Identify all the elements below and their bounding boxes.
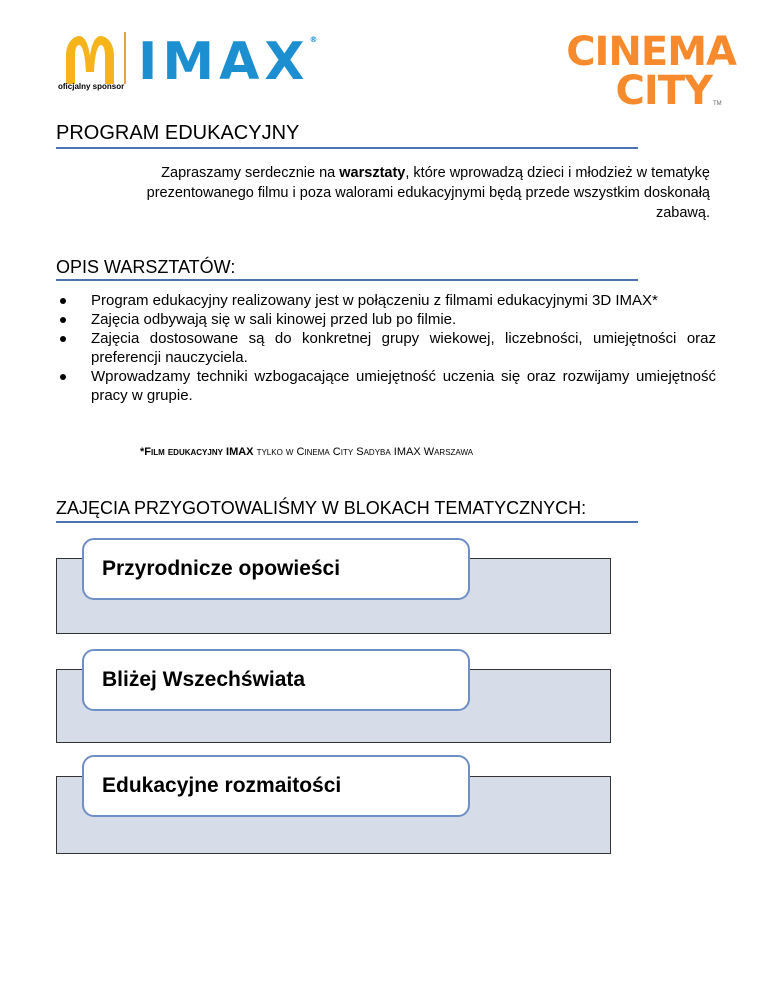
list-item	[60, 291, 716, 310]
list-item	[60, 329, 716, 367]
bullet-icon	[60, 298, 66, 304]
block-label-rozmaitosci: Edukacyjne rozmaitości	[82, 755, 470, 817]
logo-divider	[124, 32, 126, 84]
list-item-text: Zajęcia dostosowane są do konkretnej grupy wiekowej, liczebności, umiejętności oraz preferencji nauczyciela.	[91, 330, 716, 366]
imax-logo-text: IMAX	[138, 32, 310, 92]
intro-text-end: , które wprowadzą dzieci i młodzież w tematykę prezentowanego filmu i poza walorami edukacyjnymi będą przede wszystkim doskonałą zabawą.	[146, 165, 710, 221]
imax-logo	[138, 32, 318, 92]
program-title-rule	[56, 147, 638, 149]
workshops-list	[60, 291, 716, 405]
imax-registered-mark: ®	[309, 35, 318, 44]
cinema-city-logo-line2: CITY	[615, 68, 712, 115]
cinema-city-logo	[560, 29, 736, 115]
list-item-text: Zajęcia odbywają się w sali kinowej przed lub po filmie.	[91, 311, 457, 328]
list-item	[60, 367, 716, 405]
program-intro	[100, 163, 710, 223]
cinema-city-logo-line1: CINEMA	[566, 29, 736, 75]
sponsor-caption: oficjalny sponsor	[58, 82, 125, 91]
workshops-title-rule	[56, 279, 638, 281]
intro-text-start: Zapraszamy serdecznie na	[161, 165, 336, 181]
program-title: PROGRAM EDUKACYJNY	[56, 122, 300, 144]
bullet-icon	[60, 374, 66, 380]
workshops-footnote	[140, 446, 473, 458]
block-label-wszechswiat: Bliżej Wszechświata	[82, 649, 470, 711]
footnote-bold: *Film edukacyjny IMAX	[140, 446, 254, 458]
list-item-text: Wprowadzamy techniki wzbogacające umiejętność uczenia się oraz rozwijamy umiejętność pracy w grupie.	[91, 368, 716, 404]
blocks-title: ZAJĘCIA PRZYGOTOWALIŚMY W BLOKACH TEMATYCZNYCH:	[56, 498, 587, 518]
intro-bold-word: warsztaty	[339, 165, 406, 181]
bullet-icon	[60, 317, 66, 323]
blocks-title-rule	[56, 521, 638, 523]
cinema-city-trademark: TM	[713, 101, 722, 107]
block-label-przyrodnicze: Przyrodnicze opowieści	[82, 538, 470, 600]
bullet-icon	[60, 336, 66, 342]
list-item	[60, 310, 716, 329]
footnote-rest: tylko w Cinema City Sadyba IMAX Warszawa	[256, 446, 474, 458]
list-item-text: Program edukacyjny realizowany jest w połączeniu z filmami edukacyjnymi 3D IMAX*	[91, 292, 658, 309]
mcdonalds-logo	[62, 34, 118, 86]
workshops-title: OPIS WARSZTATÓW:	[56, 257, 236, 277]
